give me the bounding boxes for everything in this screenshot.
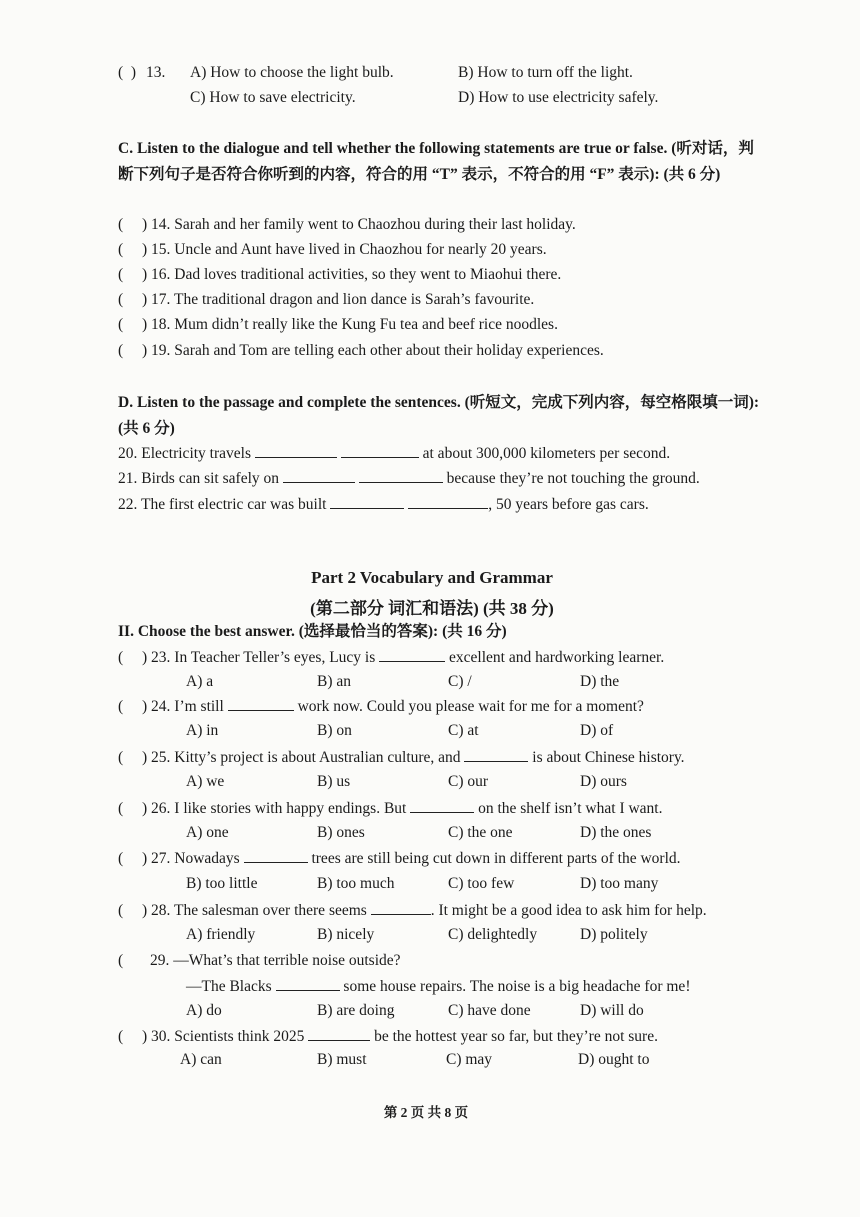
statement-text: ) 18. Mum didn’t really like the Kung Fu tea and beef rice noodles. bbox=[142, 316, 558, 333]
answer-paren: ( bbox=[118, 266, 124, 283]
statement-19 bbox=[118, 341, 604, 361]
option-a: A) one bbox=[186, 824, 229, 841]
answer-paren: ( bbox=[118, 291, 124, 308]
option-c: C) may bbox=[446, 1051, 493, 1068]
question-29-reply bbox=[186, 976, 690, 997]
section-c-heading: C. Listen to the dialogue and tell whether the following statements are true or false. (听对话，判断下列句子是否符合你听到的内容，符合的用 “T” 表示，不符合的用 “F” 表示): (共 6 分) bbox=[118, 140, 754, 183]
statement-text: ) 16. Dad loves traditional activities, so they went to Miaohui there. bbox=[142, 266, 562, 283]
question-stem-end: work now. Could you please wait for me for a moment? bbox=[297, 698, 644, 715]
option-a: A) can bbox=[180, 1051, 222, 1068]
question-23 bbox=[118, 647, 664, 668]
option-a: B) too little bbox=[186, 875, 258, 892]
statement-text: ) 17. The traditional dragon and lion dance is Sarah’s favourite. bbox=[142, 291, 535, 308]
answer-blank[interactable] bbox=[464, 747, 528, 762]
question-20 bbox=[118, 443, 670, 464]
answer-paren: ( bbox=[118, 316, 124, 333]
sentence-end: at about 300,000 kilometers per second. bbox=[422, 445, 671, 462]
question-stem-end: be the hottest year so far, but they’re not sure. bbox=[374, 1028, 658, 1045]
option-b: B) are doing bbox=[317, 1002, 395, 1019]
statement-16 bbox=[118, 265, 561, 285]
option-c: C) delightedly bbox=[448, 926, 538, 943]
question-25 bbox=[118, 747, 685, 768]
statement-17 bbox=[118, 290, 534, 310]
reply-end: some house repairs. The noise is a big headache for me! bbox=[343, 978, 691, 995]
option-d: D) will do bbox=[580, 1002, 644, 1019]
option-d: D) of bbox=[580, 722, 614, 739]
option-d: D) ours bbox=[580, 773, 627, 790]
option-b: B) must bbox=[317, 1051, 367, 1068]
answer-paren: ( bbox=[118, 216, 124, 233]
option-c: C) at bbox=[448, 722, 479, 739]
question-number: 13. bbox=[146, 64, 166, 81]
statement-text: ) 14. Sarah and her family went to Chaozhou during their last holiday. bbox=[142, 216, 576, 233]
option-a: A) How to choose the light bulb. bbox=[190, 64, 394, 81]
option-b: B) an bbox=[317, 673, 352, 690]
option-c: C) our bbox=[448, 773, 489, 790]
option-c: C) How to save electricity. bbox=[190, 89, 356, 106]
answer-blank[interactable] bbox=[308, 1026, 370, 1041]
option-c: C) the one bbox=[448, 824, 513, 841]
option-c: C) have done bbox=[448, 1002, 531, 1019]
question-stem-end: trees are still being cut down in different parts of the world. bbox=[311, 850, 681, 867]
answer-blank[interactable] bbox=[379, 647, 445, 662]
question-13 bbox=[118, 63, 165, 83]
question-stem-end: on the shelf isn’t what I want. bbox=[478, 800, 663, 817]
section-ii-heading: II. Choose the best answer. (选择最恰当的答案): (共 16 分) bbox=[118, 623, 507, 640]
answer-paren: ( bbox=[118, 952, 124, 969]
option-a: A) a bbox=[186, 673, 214, 690]
question-27 bbox=[118, 848, 681, 869]
section-d-heading: D. Listen to the passage and complete the sentences. (听短文，完成下列内容，每空格限填一词): (共 6 分) bbox=[118, 394, 760, 437]
question-24 bbox=[118, 696, 644, 717]
option-a: A) do bbox=[186, 1002, 222, 1019]
option-a: A) in bbox=[186, 722, 219, 739]
option-b: B) How to turn off the light. bbox=[458, 64, 633, 81]
statement-15 bbox=[118, 240, 547, 260]
option-b: B) on bbox=[317, 722, 352, 739]
option-b: B) too much bbox=[317, 875, 395, 892]
question-22 bbox=[118, 494, 649, 515]
question-stem: ) 26. I like stories with happy endings. But bbox=[142, 800, 407, 817]
question-stem-end: . It might be a good idea to ask him for help. bbox=[430, 902, 707, 919]
option-d: D) How to use electricity safely. bbox=[458, 89, 659, 106]
sentence-end: because they’re not touching the ground. bbox=[446, 470, 700, 487]
answer-blank[interactable] bbox=[408, 494, 488, 509]
answer-paren: ( bbox=[118, 1028, 124, 1045]
answer-paren: ( bbox=[118, 800, 124, 817]
part-2-subtitle: (第二部分 词汇和语法) (共 38 分) bbox=[310, 599, 554, 618]
sentence-start: 22. The first electric car was built bbox=[118, 496, 327, 513]
answer-paren: ( bbox=[118, 241, 124, 258]
answer-blank[interactable] bbox=[255, 443, 337, 458]
answer-blank[interactable] bbox=[410, 798, 474, 813]
option-d: D) too many bbox=[580, 875, 659, 892]
answer-paren: ( bbox=[118, 902, 124, 919]
question-30 bbox=[118, 1026, 658, 1047]
option-d: D) the bbox=[580, 673, 620, 690]
question-stem: ) 27. Nowadays bbox=[142, 850, 240, 867]
option-d: D) ought to bbox=[578, 1051, 650, 1068]
option-a: A) friendly bbox=[186, 926, 256, 943]
question-21 bbox=[118, 468, 700, 489]
answer-blank[interactable] bbox=[359, 468, 443, 483]
answer-blank[interactable] bbox=[341, 443, 419, 458]
sentence-start: 21. Birds can sit safely on bbox=[118, 470, 280, 487]
answer-paren: ( ) bbox=[118, 64, 137, 81]
answer-paren: ( bbox=[118, 749, 124, 766]
question-stem: ) 23. In Teacher Teller’s eyes, Lucy is bbox=[142, 649, 376, 666]
answer-blank[interactable] bbox=[371, 900, 431, 915]
statement-14 bbox=[118, 215, 576, 235]
answer-blank[interactable] bbox=[330, 494, 404, 509]
question-stem-end: excellent and hardworking learner. bbox=[449, 649, 665, 666]
option-d: D) politely bbox=[580, 926, 648, 943]
question-stem: ) 28. The salesman over there seems bbox=[142, 902, 367, 919]
question-stem: ) 25. Kitty’s project is about Australian culture, and bbox=[142, 749, 461, 766]
part-2-title: Part 2 Vocabulary and Grammar bbox=[311, 568, 553, 587]
page-number: 第 2 页 共 8 页 bbox=[383, 1105, 469, 1120]
answer-blank[interactable] bbox=[276, 976, 340, 991]
statement-text: ) 15. Uncle and Aunt have lived in Chaozhou for nearly 20 years. bbox=[142, 241, 547, 258]
answer-paren: ( bbox=[118, 342, 124, 359]
question-28 bbox=[118, 900, 707, 921]
answer-blank[interactable] bbox=[244, 848, 308, 863]
option-a: A) we bbox=[186, 773, 225, 790]
option-b: B) us bbox=[317, 773, 351, 790]
statement-text: ) 19. Sarah and Tom are telling each other about their holiday experiences. bbox=[142, 342, 604, 359]
option-c: C) too few bbox=[448, 875, 515, 892]
option-b: B) ones bbox=[317, 824, 365, 841]
answer-paren: ( bbox=[118, 698, 124, 715]
question-stem-end: is about Chinese history. bbox=[532, 749, 685, 766]
answer-blank[interactable] bbox=[228, 696, 294, 711]
question-stem: 29. —What’s that terrible noise outside? bbox=[150, 952, 401, 969]
answer-blank[interactable] bbox=[283, 468, 355, 483]
option-b: B) nicely bbox=[317, 926, 375, 943]
sentence-start: 20. Electricity travels bbox=[118, 445, 251, 462]
answer-paren: ( bbox=[118, 850, 124, 867]
question-29 bbox=[118, 951, 401, 971]
statement-18 bbox=[118, 315, 558, 335]
question-26 bbox=[118, 798, 662, 819]
option-c: C) / bbox=[448, 673, 472, 690]
question-stem: ) 24. I’m still bbox=[142, 698, 224, 715]
reply-start: —The Blacks bbox=[186, 978, 272, 995]
answer-paren: ( bbox=[118, 649, 124, 666]
sentence-end: , 50 years before gas cars. bbox=[488, 496, 649, 513]
question-stem: ) 30. Scientists think 2025 bbox=[142, 1028, 305, 1045]
option-d: D) the ones bbox=[580, 824, 652, 841]
